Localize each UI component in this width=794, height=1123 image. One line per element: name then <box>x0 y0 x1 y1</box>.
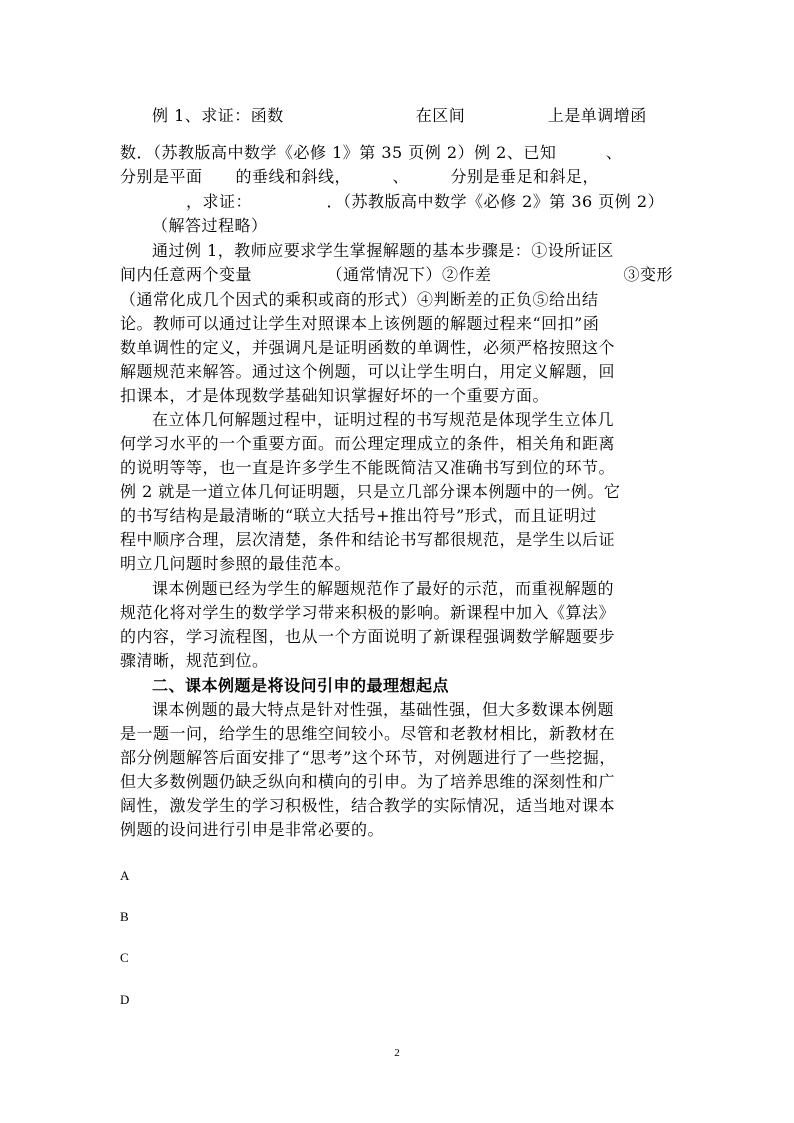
text-line: 骤清晰，规范到位。 <box>120 651 269 670</box>
page-number: 2 <box>394 1047 400 1059</box>
option-a: A <box>120 868 130 883</box>
section-heading: 二、课本例题是将设问引申的最理想起点 <box>152 676 450 695</box>
text-line: 阔性，激发学生的学习积极性，结合教学的实际情况，适当地对课本 <box>120 796 616 815</box>
text-line: 规范化将对学生的数学学习带来积极的影响。新课程中加入《算法》 <box>120 603 616 622</box>
text-line: 课本例题已经为学生的解题规范作了最好的示范，而重视解题的 <box>152 579 615 598</box>
text-line: （解答过程略） <box>152 216 268 235</box>
text-line: 何学习水平的一个重要方面。而公理定理成立的条件，相关角和距离 <box>120 434 616 453</box>
text-line: 分别是平面 的垂线和斜线， 、 分别是垂足和斜足， <box>120 167 658 186</box>
text-line: 部分例题解答后面安排了“思考”这个环节，对例题进行了一些挖掘， <box>120 748 616 767</box>
text-line: 在立体几何解题过程中，证明过程的书写规范是体现学生立体几 <box>152 410 615 429</box>
text-line: 扣课本，才是体现数学基础知识掌握好坏的一个重要方面。 <box>120 386 550 405</box>
option-d: D <box>120 992 130 1007</box>
text-line: 例题的设问进行引申是非常必要的。 <box>120 820 385 839</box>
text-line: 程中顺序合理，层次清楚，条件和结论书写都很规范，是学生以后证 <box>120 530 616 549</box>
text-line: 间内任意两个变量 （通常情况下）②作差 ③变形 <box>120 265 674 284</box>
text-line: 数单调性的定义，并强调凡是证明函数的单调性，必须严格按照这个 <box>120 338 616 357</box>
text-line: 例 1、求证：函数 在区间 上是单调增函 <box>152 106 647 125</box>
text-line: 解题规范来解答。通过这个例题，可以让学生明白，用定义解题，回 <box>120 362 616 381</box>
text-line: 数．（苏教版高中数学《必修 1》第 35 页例 2）例 2、已知 、 <box>120 143 664 162</box>
text-line: （通常化成几个因式的乘积或商的形式）④判断差的正负⑤给出结 <box>120 290 599 309</box>
text-line: 论。教师可以通过让学生对照课本上该例题的解题过程来“回扣”函 <box>120 314 600 333</box>
option-b: B <box>120 909 129 924</box>
text-line: 但大多数例题仍缺乏纵向和横向的引申。为了培养思维的深刻性和广 <box>120 772 616 791</box>
text-line: 课本例题的最大特点是针对性强，基础性强，但大多数课本例题 <box>152 700 615 719</box>
text-line: 的内容，学习流程图，也从一个方面说明了新课程强调数学解题要步 <box>120 627 616 646</box>
text-line: 是一题一问，给学生的思维空间较小。尽管和老教材相比，新教材在 <box>120 724 616 743</box>
text-line: 例 2 就是一道立体几何证明题，只是立几部分课本例题中的一例。它 <box>120 482 621 501</box>
option-c: C <box>120 950 129 965</box>
text-line: 的书写结构是最清晰的“联立大括号+推出符号”形式，而且证明过 <box>120 506 597 525</box>
text-line: 明立几问题时参照的最佳范本。 <box>120 554 352 573</box>
text-line: ，求证： ．（苏教版高中数学《必修 2》第 36 页例 2） <box>120 192 665 211</box>
text-line: 的说明等等，也一直是许多学生不能既简洁又准确书写到位的环节。 <box>120 458 616 477</box>
text-line: 通过例 1，教师应要求学生掌握解题的基本步骤是：①设所证区 <box>152 241 614 260</box>
